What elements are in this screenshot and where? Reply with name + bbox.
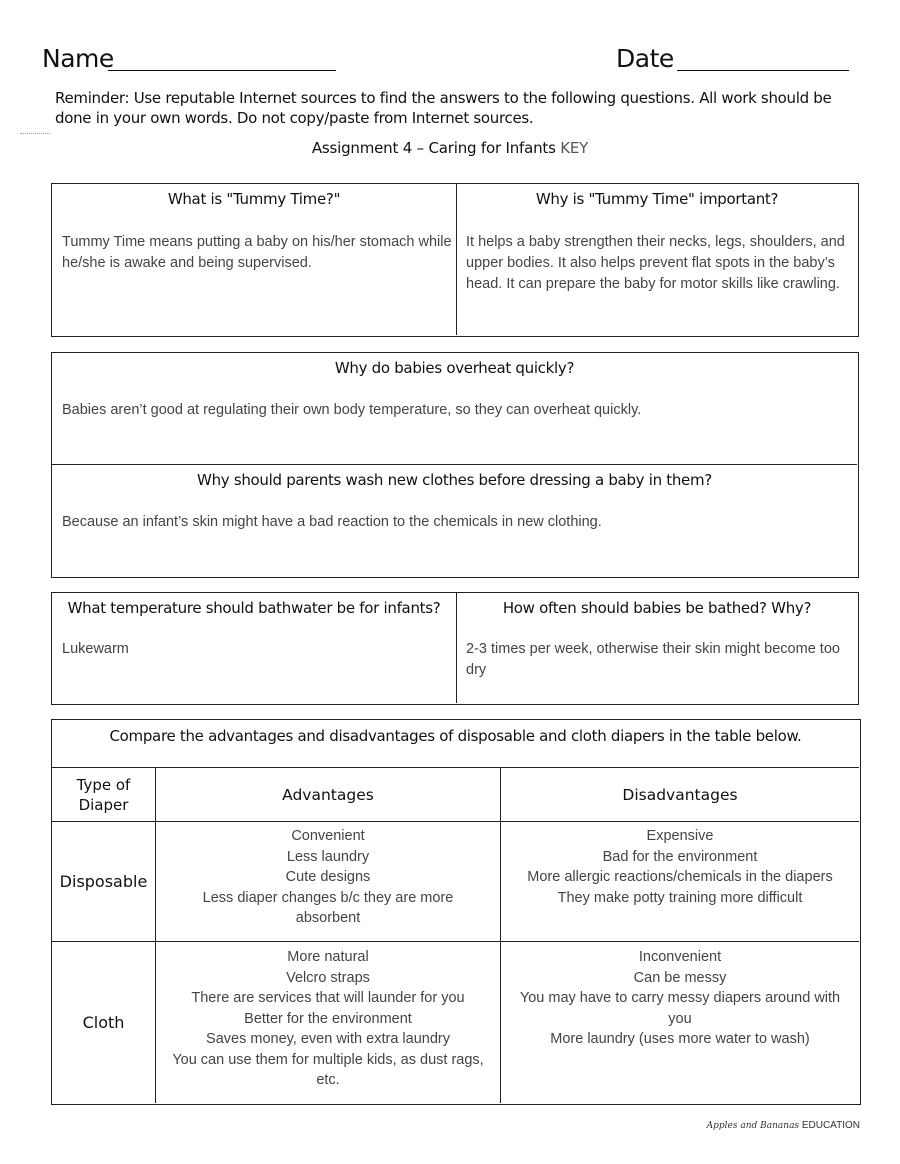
date-blank-line[interactable] xyxy=(677,70,849,71)
answer-babies-overheat: Babies aren’t good at regulating their own body temperature, so they can overheat quickly. xyxy=(62,402,642,418)
question-bathwater-temperature: What temperature should bathwater be for infants? xyxy=(67,599,441,617)
question-why-tummy-time-important: Why is "Tummy Time" important? xyxy=(535,190,779,208)
brand-text: EDUCATION xyxy=(801,1120,860,1131)
list-item: More allergic reactions/chemicals in the diapers xyxy=(527,869,833,885)
assignment-title xyxy=(0,139,900,157)
brand-script: Apples and Bananas xyxy=(706,1121,800,1131)
list-item: You can use them for multiple kids, as dust rags, etc. xyxy=(172,1051,484,1088)
overheat-clothes-section xyxy=(51,352,859,578)
brand-logo xyxy=(707,1120,860,1131)
name-blank-line[interactable] xyxy=(108,70,336,71)
list-item: There are services that will launder for you xyxy=(191,990,465,1006)
question-bath-frequency: How often should babies be bathed? Why? xyxy=(502,599,812,617)
list-item: Velcro straps xyxy=(286,969,370,986)
column-header-disadvantages: Disadvantages xyxy=(622,785,738,804)
row-label-cloth: Cloth xyxy=(82,1013,125,1032)
assignment-title-text: Assignment 4 – Caring for Infants xyxy=(311,139,556,157)
scan-mark xyxy=(20,133,50,134)
cloth-advantages xyxy=(156,947,500,1091)
list-item: Bad for the environment xyxy=(602,848,758,865)
list-item: Inconvenient xyxy=(638,949,722,965)
row-label-disposable: Disposable xyxy=(59,872,148,891)
row-divider xyxy=(52,464,857,465)
bathing-section xyxy=(51,592,859,705)
date-label: Date xyxy=(616,44,674,73)
list-item: Saves money, even with extra laundry xyxy=(206,1031,450,1047)
column-header-type-of-diaper: Type of Diaper xyxy=(76,775,131,814)
list-item: Expensive xyxy=(646,828,714,844)
list-item: Less diaper changes b/c they are more absorbent xyxy=(202,889,454,926)
disposable-disadvantages xyxy=(501,826,859,908)
answer-bath-frequency: 2-3 times per week, otherwise their skin might become too dry xyxy=(466,641,840,678)
list-item: They make potty training more difficult xyxy=(557,889,803,906)
answer-why-tummy-time-important: It helps a baby strengthen their necks, legs, shoulders, and upper bodies. It also helps prevent flat spots in the baby’s head. It can prepare the baby for motor skills like crawling. xyxy=(466,234,845,292)
column-header-advantages: Advantages xyxy=(282,785,374,804)
answer-bathwater-temperature: Lukewarm xyxy=(62,641,129,657)
list-item: More natural xyxy=(287,949,369,965)
diaper-table-prompt: Compare the advantages and disadvantages of disposable and cloth diapers in the table below. xyxy=(109,727,802,745)
name-label: Name xyxy=(42,44,114,73)
list-item: You may have to carry messy diapers around with you xyxy=(519,990,841,1027)
question-what-is-tummy-time: What is "Tummy Time?" xyxy=(167,190,341,208)
disposable-advantages xyxy=(156,826,500,929)
table-row-divider xyxy=(52,821,859,822)
reminder-text: Reminder: Use reputable Internet sources to find the answers to the following questions. All work should be done in your own words. Do not copy/paste from Internet sources. xyxy=(55,89,832,127)
list-item: Less laundry xyxy=(286,848,370,865)
table-row-divider xyxy=(52,941,859,942)
answer-key-label: KEY xyxy=(560,139,589,157)
cloth-disadvantages xyxy=(501,947,859,1050)
list-item: Convenient xyxy=(291,828,365,844)
question-wash-new-clothes: Why should parents wash new clothes before dressing a baby in them? xyxy=(197,471,712,489)
tummy-time-section xyxy=(51,183,859,337)
answer-what-is-tummy-time: Tummy Time means putting a baby on his/her stomach while he/she is awake and being supervised. xyxy=(62,234,452,271)
diaper-comparison-table xyxy=(51,719,861,1105)
list-item: Better for the environment xyxy=(244,1010,412,1027)
list-item: More laundry (uses more water to wash) xyxy=(550,1031,810,1047)
list-item: Can be messy xyxy=(633,969,727,986)
question-babies-overheat: Why do babies overheat quickly? xyxy=(334,359,575,377)
answer-wash-new-clothes: Because an infant’s skin might have a bad reaction to the chemicals in new clothing. xyxy=(62,514,602,530)
list-item: Cute designs xyxy=(285,869,371,885)
